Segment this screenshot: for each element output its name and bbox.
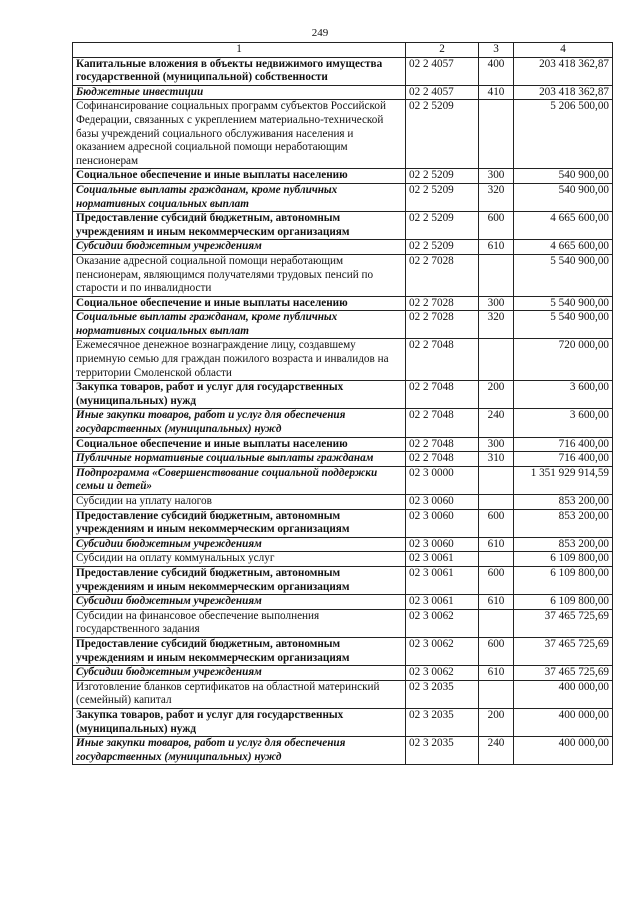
row-sum-cell: 203 418 362,87 — [514, 85, 613, 100]
table-row — [73, 311, 613, 339]
table-row — [73, 509, 613, 537]
row-code-cell: 02 3 2035 — [406, 737, 479, 765]
row-name-cell: Социальное обеспечение и иные выплаты населению — [73, 169, 406, 184]
table-row — [73, 680, 613, 708]
row-code-cell: 02 2 7028 — [406, 311, 479, 339]
row-sum-cell: 3 600,00 — [514, 409, 613, 437]
table-row — [73, 609, 613, 637]
row-sum-cell: 540 900,00 — [514, 183, 613, 211]
row-name-cell: Предоставление субсидий бюджетным, автономным учреждениям и иным некоммерческим организациям — [73, 637, 406, 665]
row-type-cell: 240 — [479, 737, 514, 765]
row-code-cell: 02 3 0062 — [406, 637, 479, 665]
table-row — [73, 466, 613, 494]
row-sum-cell: 400 000,00 — [514, 737, 613, 765]
table-row — [73, 169, 613, 184]
row-name-cell: Ежемесячное денежное вознаграждение лицу, создавшему приемную семью для граждан пожилого возраста и инвалидов на территории Смоленской области — [73, 339, 406, 381]
row-name-cell: Субсидии бюджетным учреждениям — [73, 240, 406, 255]
row-name-cell: Оказание адресной социальной помощи неработающим пенсионерам, являющимся получателями трудовых пенсий по старости и по инвалидности — [73, 254, 406, 296]
row-type-cell: 300 — [479, 169, 514, 184]
row-type-cell: 300 — [479, 296, 514, 311]
table-row — [73, 381, 613, 409]
row-code-cell: 02 3 0061 — [406, 595, 479, 610]
row-code-cell: 02 2 7048 — [406, 452, 479, 467]
row-sum-cell: 853 200,00 — [514, 509, 613, 537]
row-name-cell: Социальное обеспечение и иные выплаты населению — [73, 296, 406, 311]
row-sum-cell: 5 206 500,00 — [514, 100, 613, 169]
row-sum-cell: 4 665 600,00 — [514, 212, 613, 240]
row-code-cell: 02 3 0061 — [406, 566, 479, 594]
row-name-cell: Закупка товаров, работ и услуг для государственных (муниципальных) нужд — [73, 708, 406, 736]
row-name-cell: Иные закупки товаров, работ и услуг для обеспечения государственных (муниципальных) нужд — [73, 409, 406, 437]
column-header-sum: 4 — [514, 43, 613, 58]
row-code-cell: 02 2 4057 — [406, 85, 479, 100]
row-sum-cell: 3 600,00 — [514, 381, 613, 409]
row-type-cell — [479, 100, 514, 169]
row-code-cell: 02 2 7028 — [406, 296, 479, 311]
row-code-cell: 02 3 2035 — [406, 708, 479, 736]
table-row — [73, 409, 613, 437]
row-code-cell: 02 3 0000 — [406, 466, 479, 494]
row-sum-cell: 37 465 725,69 — [514, 637, 613, 665]
row-name-cell: Субсидии бюджетным учреждениям — [73, 595, 406, 610]
row-name-cell: Социальные выплаты гражданам, кроме публичных нормативных социальных выплат — [73, 183, 406, 211]
row-code-cell: 02 2 4057 — [406, 57, 479, 85]
row-type-cell: 320 — [479, 311, 514, 339]
table-row — [73, 339, 613, 381]
row-code-cell: 02 2 7048 — [406, 437, 479, 452]
budget-table — [72, 42, 613, 765]
row-name-cell: Предоставление субсидий бюджетным, автономным учреждениям и иным некоммерческим организациям — [73, 212, 406, 240]
table-row — [73, 537, 613, 552]
row-type-cell: 600 — [479, 509, 514, 537]
table-row — [73, 666, 613, 681]
row-code-cell: 02 2 7048 — [406, 339, 479, 381]
row-type-cell: 610 — [479, 240, 514, 255]
row-name-cell: Софинансирование социальных программ субъектов Российской Федерации, связанных с укреплением материально-технической базы учреждений социального обслуживания населения и оказанием адресной социальной помощи неработающим пенсионерам — [73, 100, 406, 169]
row-sum-cell: 853 200,00 — [514, 495, 613, 510]
row-type-cell — [479, 552, 514, 567]
row-name-cell: Публичные нормативные социальные выплаты гражданам — [73, 452, 406, 467]
table-row — [73, 296, 613, 311]
row-type-cell: 310 — [479, 452, 514, 467]
table-row — [73, 637, 613, 665]
row-type-cell: 410 — [479, 85, 514, 100]
row-type-cell: 610 — [479, 666, 514, 681]
column-header-type: 3 — [479, 43, 514, 58]
row-sum-cell: 400 000,00 — [514, 708, 613, 736]
row-name-cell: Иные закупки товаров, работ и услуг для обеспечения государственных (муниципальных) нужд — [73, 737, 406, 765]
row-sum-cell: 203 418 362,87 — [514, 57, 613, 85]
row-code-cell: 02 2 7048 — [406, 409, 479, 437]
row-type-cell: 320 — [479, 183, 514, 211]
table-row — [73, 437, 613, 452]
row-sum-cell: 6 109 800,00 — [514, 566, 613, 594]
row-type-cell: 200 — [479, 381, 514, 409]
row-name-cell: Изготовление бланков сертификатов на областной материнский (семейный) капитал — [73, 680, 406, 708]
row-type-cell: 240 — [479, 409, 514, 437]
row-name-cell: Субсидии на финансовое обеспечение выполнения государственного задания — [73, 609, 406, 637]
row-code-cell: 02 2 5209 — [406, 183, 479, 211]
row-name-cell: Подпрограмма «Совершенствование социальной поддержки семьи и детей» — [73, 466, 406, 494]
table-row — [73, 452, 613, 467]
row-name-cell: Предоставление субсидий бюджетным, автономным учреждениям и иным некоммерческим организациям — [73, 566, 406, 594]
table-row — [73, 57, 613, 85]
column-header-name: 1 — [73, 43, 406, 58]
row-sum-cell: 5 540 900,00 — [514, 254, 613, 296]
row-code-cell: 02 3 2035 — [406, 680, 479, 708]
column-header-code: 2 — [406, 43, 479, 58]
table-row — [73, 566, 613, 594]
row-code-cell: 02 2 5209 — [406, 212, 479, 240]
table-row — [73, 100, 613, 169]
table-row — [73, 183, 613, 211]
row-code-cell: 02 2 7028 — [406, 254, 479, 296]
table-row — [73, 595, 613, 610]
row-code-cell: 02 3 0062 — [406, 609, 479, 637]
row-name-cell: Закупка товаров, работ и услуг для государственных (муниципальных) нужд — [73, 381, 406, 409]
row-code-cell: 02 3 0062 — [406, 666, 479, 681]
row-code-cell: 02 3 0060 — [406, 495, 479, 510]
row-code-cell: 02 3 0060 — [406, 537, 479, 552]
row-type-cell — [479, 609, 514, 637]
row-sum-cell: 400 000,00 — [514, 680, 613, 708]
row-name-cell: Бюджетные инвестиции — [73, 85, 406, 100]
row-type-cell: 600 — [479, 212, 514, 240]
row-code-cell: 02 2 5209 — [406, 240, 479, 255]
row-sum-cell: 720 000,00 — [514, 339, 613, 381]
table-row — [73, 85, 613, 100]
row-code-cell: 02 2 5209 — [406, 100, 479, 169]
row-sum-cell: 1 351 929 914,59 — [514, 466, 613, 494]
row-sum-cell: 540 900,00 — [514, 169, 613, 184]
row-sum-cell: 6 109 800,00 — [514, 595, 613, 610]
row-name-cell: Социальное обеспечение и иные выплаты населению — [73, 437, 406, 452]
row-sum-cell: 6 109 800,00 — [514, 552, 613, 567]
row-sum-cell: 716 400,00 — [514, 452, 613, 467]
row-name-cell: Субсидии бюджетным учреждениям — [73, 537, 406, 552]
table-row — [73, 254, 613, 296]
table-header-row — [73, 43, 613, 58]
row-type-cell: 610 — [479, 537, 514, 552]
row-sum-cell: 37 465 725,69 — [514, 666, 613, 681]
row-type-cell: 400 — [479, 57, 514, 85]
row-code-cell: 02 3 0061 — [406, 552, 479, 567]
row-type-cell: 600 — [479, 566, 514, 594]
row-sum-cell: 4 665 600,00 — [514, 240, 613, 255]
row-name-cell: Субсидии на уплату налогов — [73, 495, 406, 510]
row-type-cell: 600 — [479, 637, 514, 665]
row-type-cell — [479, 466, 514, 494]
row-type-cell: 610 — [479, 595, 514, 610]
row-sum-cell: 5 540 900,00 — [514, 311, 613, 339]
row-name-cell: Предоставление субсидий бюджетным, автономным учреждениям и иным некоммерческим организациям — [73, 509, 406, 537]
table-row — [73, 240, 613, 255]
row-sum-cell: 5 540 900,00 — [514, 296, 613, 311]
row-sum-cell: 853 200,00 — [514, 537, 613, 552]
table-row — [73, 737, 613, 765]
table-row — [73, 708, 613, 736]
row-type-cell — [479, 254, 514, 296]
row-type-cell: 200 — [479, 708, 514, 736]
row-name-cell: Субсидии бюджетным учреждениям — [73, 666, 406, 681]
table-row — [73, 495, 613, 510]
row-type-cell: 300 — [479, 437, 514, 452]
row-type-cell — [479, 339, 514, 381]
row-code-cell: 02 2 5209 — [406, 169, 479, 184]
row-type-cell — [479, 680, 514, 708]
row-type-cell — [479, 495, 514, 510]
table-row — [73, 212, 613, 240]
table-body — [73, 57, 613, 765]
row-name-cell: Субсидии на оплату коммунальных услуг — [73, 552, 406, 567]
page-number: 249 — [311, 27, 329, 39]
row-sum-cell: 37 465 725,69 — [514, 609, 613, 637]
row-code-cell: 02 2 7048 — [406, 381, 479, 409]
row-name-cell: Капитальные вложения в объекты недвижимого имущества государственной (муниципальной) собственности — [73, 57, 406, 85]
row-name-cell: Социальные выплаты гражданам, кроме публичных нормативных социальных выплат — [73, 311, 406, 339]
row-sum-cell: 716 400,00 — [514, 437, 613, 452]
row-code-cell: 02 3 0060 — [406, 509, 479, 537]
table-row — [73, 552, 613, 567]
